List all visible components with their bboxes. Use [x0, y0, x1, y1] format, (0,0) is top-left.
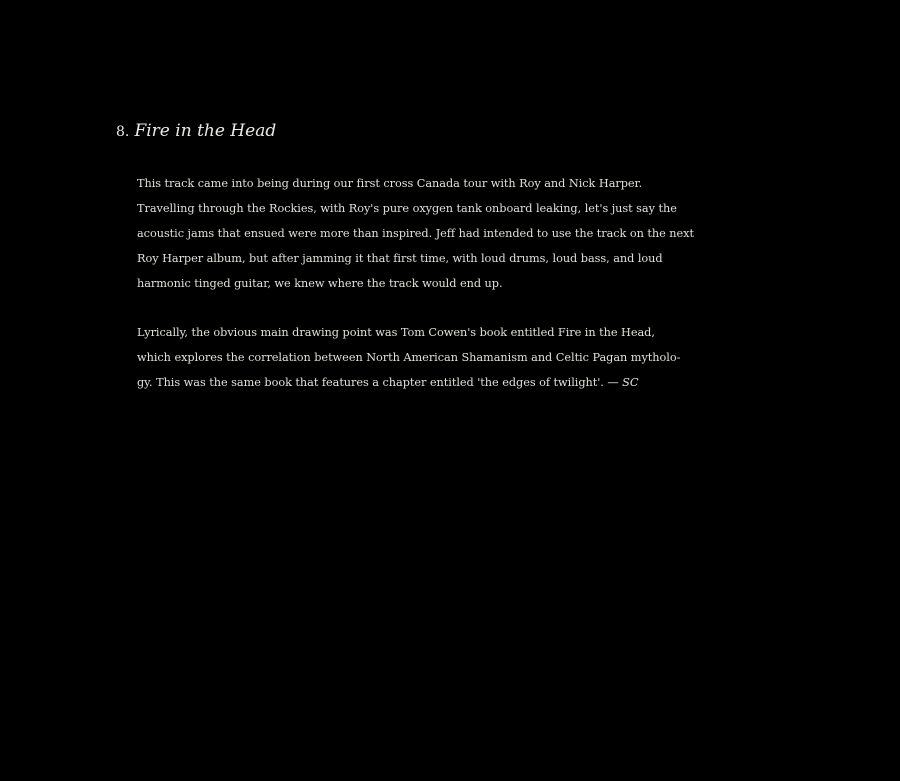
- notes-paragraph-2: [137, 321, 765, 396]
- track-heading: [116, 119, 276, 144]
- track-title: Fire in the Head: [134, 121, 277, 141]
- notes-line: which explores the correlation between North American Shamanism and Celtic Pagan mytholo-: [137, 351, 681, 365]
- track-number: 8.: [116, 124, 130, 140]
- notes-line-text: gy. This was the same book that features a chapter entitled 'the edges of twilight'.: [137, 376, 604, 390]
- notes-line: Lyrically, the obvious main drawing point was Tom Cowen's book entitled Fire in the Head,: [137, 326, 655, 340]
- notes-line: This track came into being during our first cross Canada tour with Roy and Nick Harper.: [137, 177, 643, 190]
- notes-line: Travelling through the Rockies, with Roy's pure oxygen tank onboard leaking, let's just say the: [137, 201, 677, 215]
- notes-line: harmonic tinged guitar, we knew where the track would end up.: [137, 276, 503, 290]
- notes-paragraph-1: [137, 172, 765, 297]
- author-credit: — SC: [607, 376, 639, 390]
- track-notes: [137, 172, 765, 396]
- notes-line-last: [137, 371, 765, 396]
- notes-line: Roy Harper album, but after jamming it that first time, with loud drums, loud bass, and loud: [137, 251, 663, 265]
- notes-line: acoustic jams that ensued were more than inspired. Jeff had intended to use the track on the next: [137, 226, 694, 240]
